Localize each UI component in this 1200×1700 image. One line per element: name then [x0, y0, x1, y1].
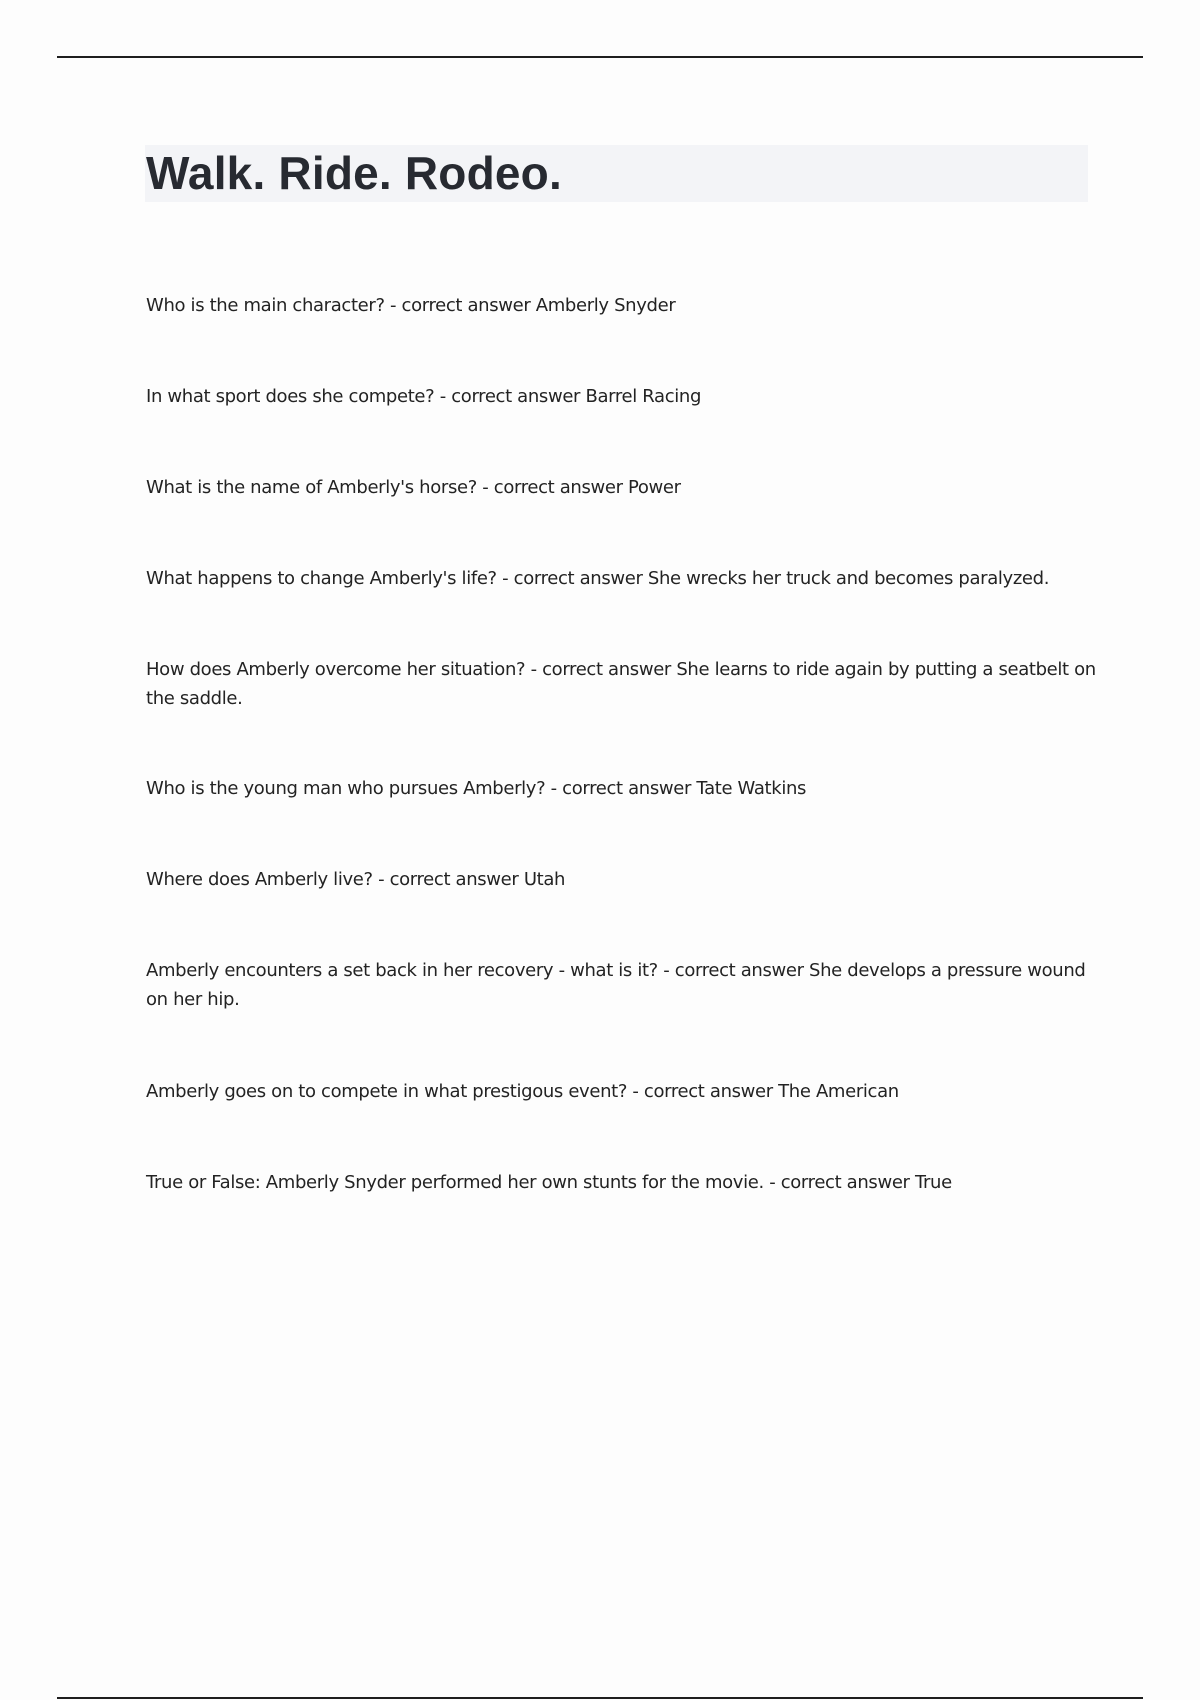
qa-item-9: Amberly goes on to compete in what prestigous event? - correct answer The American — [146, 1081, 899, 1102]
bottom-rule — [57, 1697, 1143, 1699]
qa-item-4: What happens to change Amberly's life? - correct answer She wrecks her truck and becomes paralyzed. — [146, 568, 1050, 589]
qa-item-7: Where does Amberly live? - correct answer Utah — [146, 869, 566, 890]
qa-item-6: Who is the young man who pursues Amberly? - correct answer Tate Watkins — [146, 778, 807, 799]
qa-item-2: In what sport does she compete? - correct answer Barrel Racing — [146, 386, 702, 407]
qa-item-5: How does Amberly overcome her situation? - correct answer She learns to ride again by putting a seatbelt on the saddle. — [146, 659, 1096, 709]
top-rule — [57, 56, 1143, 58]
qa-item-10: True or False: Amberly Snyder performed her own stunts for the movie. - correct answer True — [146, 1172, 952, 1193]
page-title: Walk. Ride. Rodeo. — [146, 147, 562, 199]
qa-item-1: Who is the main character? - correct answer Amberly Snyder — [146, 295, 676, 316]
qa-item-8: Amberly encounters a set back in her recovery - what is it? - correct answer She develops a pressure wound on her hip. — [146, 960, 1086, 1010]
qa-item-3: What is the name of Amberly's horse? - correct answer Power — [146, 477, 681, 498]
